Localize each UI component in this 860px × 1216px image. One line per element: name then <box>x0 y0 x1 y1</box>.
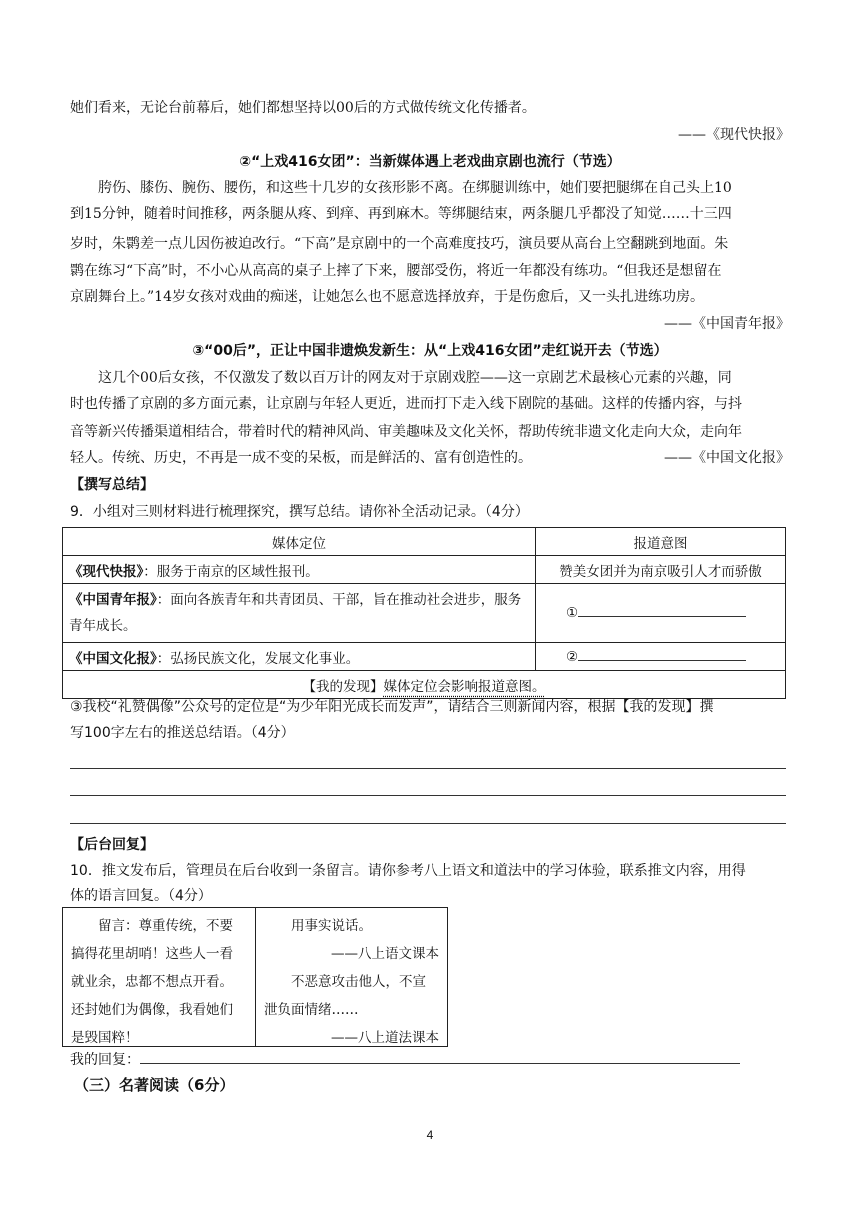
reference-line: 用事实说话。 <box>291 918 372 934</box>
question-9-part3: 写100字左右的推送总结语。（4分） <box>70 725 295 741</box>
reply-label: 我的回复： <box>70 1052 140 1068</box>
reference-source: ——八上语文课本 <box>331 946 439 962</box>
question-10-prompt: 体的语言回复。（4分） <box>70 888 212 904</box>
page-number: 4 <box>426 1128 434 1142</box>
answer-line[interactable] <box>70 768 786 769</box>
table-row <box>63 584 786 643</box>
media-desc: ：弘扬民族文化，发展文化事业。 <box>156 650 360 667</box>
source-3: ——《中国文化报》 <box>664 450 790 466</box>
finding-text: 媒体定位会影响报道意图。 <box>383 678 546 695</box>
message-box <box>62 907 448 1047</box>
finding-label: 【我的发现】 <box>302 678 384 695</box>
article-3-line: 这几个00后女孩，不仅激发了数以百万计的网友对于京剧戏腔——这一京剧艺术最核心元素的兴趣，同 <box>98 370 732 386</box>
section-summary-heading: 【撰写总结】 <box>70 477 154 493</box>
media-name: 《中国文化报》 <box>69 650 157 667</box>
intro-line: 她们看来，无论台前幕后，她们都想坚持以00后的方式做传统文化传播者。 <box>70 100 536 116</box>
blank-marker: ① <box>566 605 579 621</box>
article-2-line: 胯伤、膝伤、腕伤、腰伤，和这些十几岁的女孩形影不离。在绑腿训练中，她们要把腿绑在自己头上10 <box>98 180 732 196</box>
media-table <box>62 527 786 699</box>
answer-line[interactable] <box>70 823 786 824</box>
article-3-title: ③“00后”，正让中国非遗焕发新生：从“上戏416女团”走红说开去（节选） <box>192 343 668 359</box>
article-2-title: ②“上戏416女团”：当新媒体遇上老戏曲京剧也流行（节选） <box>239 154 621 170</box>
source-1: ——《现代快报》 <box>678 127 790 143</box>
article-2-line: 到15分钟，随着时间推移，两条腿从疼、到痒、再到麻木。等绑腿结束，两条腿几乎都没了知觉……十三四 <box>70 206 732 222</box>
reference-panel <box>256 908 447 1046</box>
comment-line: 还封她们为偶像，我看她们 <box>71 1002 233 1018</box>
intent-cell: 赞美女团并为南京吸引人才而骄傲 <box>536 556 786 584</box>
reference-source: ——八上道法课本 <box>331 1030 439 1046</box>
media-desc: ：面向各族青年和共青团员、干部，旨在推动社会进步，服务青年成长。 <box>69 592 522 634</box>
table-row <box>63 556 786 584</box>
reference-line: 泄负面情绪…… <box>264 1002 359 1018</box>
reference-line: 不恶意攻击他人，不宣 <box>291 974 426 990</box>
question-9-prompt: 9．小组对三则材料进行梳理探究，撰写总结。请你补全活动记录。（4分） <box>70 504 529 520</box>
media-desc: ：服务于南京的区域性报刊。 <box>143 563 319 580</box>
section-3-heading: （三）名著阅读（6分） <box>74 1076 235 1094</box>
table-row <box>63 643 786 671</box>
answer-line[interactable] <box>70 795 786 796</box>
article-3-line: 时也传播了京剧的多方面元素，让京剧与年轻人更近，进而打下走入线下剧院的基础。这样的传播内容，与抖 <box>70 396 742 412</box>
media-name: 《现代快报》 <box>69 563 144 580</box>
reply-row <box>70 1047 790 1073</box>
comment-panel <box>63 908 256 1046</box>
source-2: ——《中国青年报》 <box>664 316 790 332</box>
article-2-line: 岁时，朱鹮差一点儿因伤被迫改行。“下高”是京剧中的一个高难度技巧，演员要从高台上空翻跳到地面。朱 <box>70 236 729 252</box>
blank-marker: ② <box>566 648 579 665</box>
article-3-line: 音等新兴传播渠道相结合，带着时代的精神风尚、审美趣味及文化关怀，帮助传统非遗文化走向大众，走向年 <box>70 424 742 440</box>
comment-line: 搞得花里胡哨！这些人一看 <box>71 946 233 962</box>
answer-blank-2[interactable] <box>578 660 746 661</box>
table-header: 媒体定位 <box>63 528 536 556</box>
comment-line: 就业余，忠都不想点开看。 <box>71 974 233 990</box>
media-name: 《中国青年报》 <box>69 592 157 608</box>
article-3-line: 轻人。传统、历史，不再是一成不变的呆板，而是鲜活的、富有创造性的。 <box>70 450 532 466</box>
section-reply-heading: 【后台回复】 <box>70 837 154 853</box>
comment-line: 留言：尊重传统，不要 <box>98 918 233 934</box>
question-10-prompt: 10．推文发布后，管理员在后台收到一条留言。请你参考八上语文和道法中的学习体验，联系推文内容，用得 <box>70 863 746 879</box>
answer-blank-1[interactable] <box>578 616 746 617</box>
question-9-part3: ③我校“礼赞偶像”公众号的定位是“为少年阳光成长而发声”，请结合三则新闻内容，根据【我的发现】撰 <box>70 699 714 715</box>
article-2-line: 京剧舞台上。”14岁女孩对戏曲的痴迷，让她怎么也不愿意选择放弃，于是伤愈后，又一头扎进练功房。 <box>70 289 704 305</box>
table-header: 报道意图 <box>536 528 786 556</box>
article-2-line: 鹮在练习“下高”时，不小心从高高的桌子上摔了下来，腰部受伤，将近一年都没有练功。“但我还是想留在 <box>70 263 722 279</box>
comment-line: 是毁国粹！ <box>71 1030 139 1046</box>
reply-input-line[interactable] <box>140 1063 740 1064</box>
